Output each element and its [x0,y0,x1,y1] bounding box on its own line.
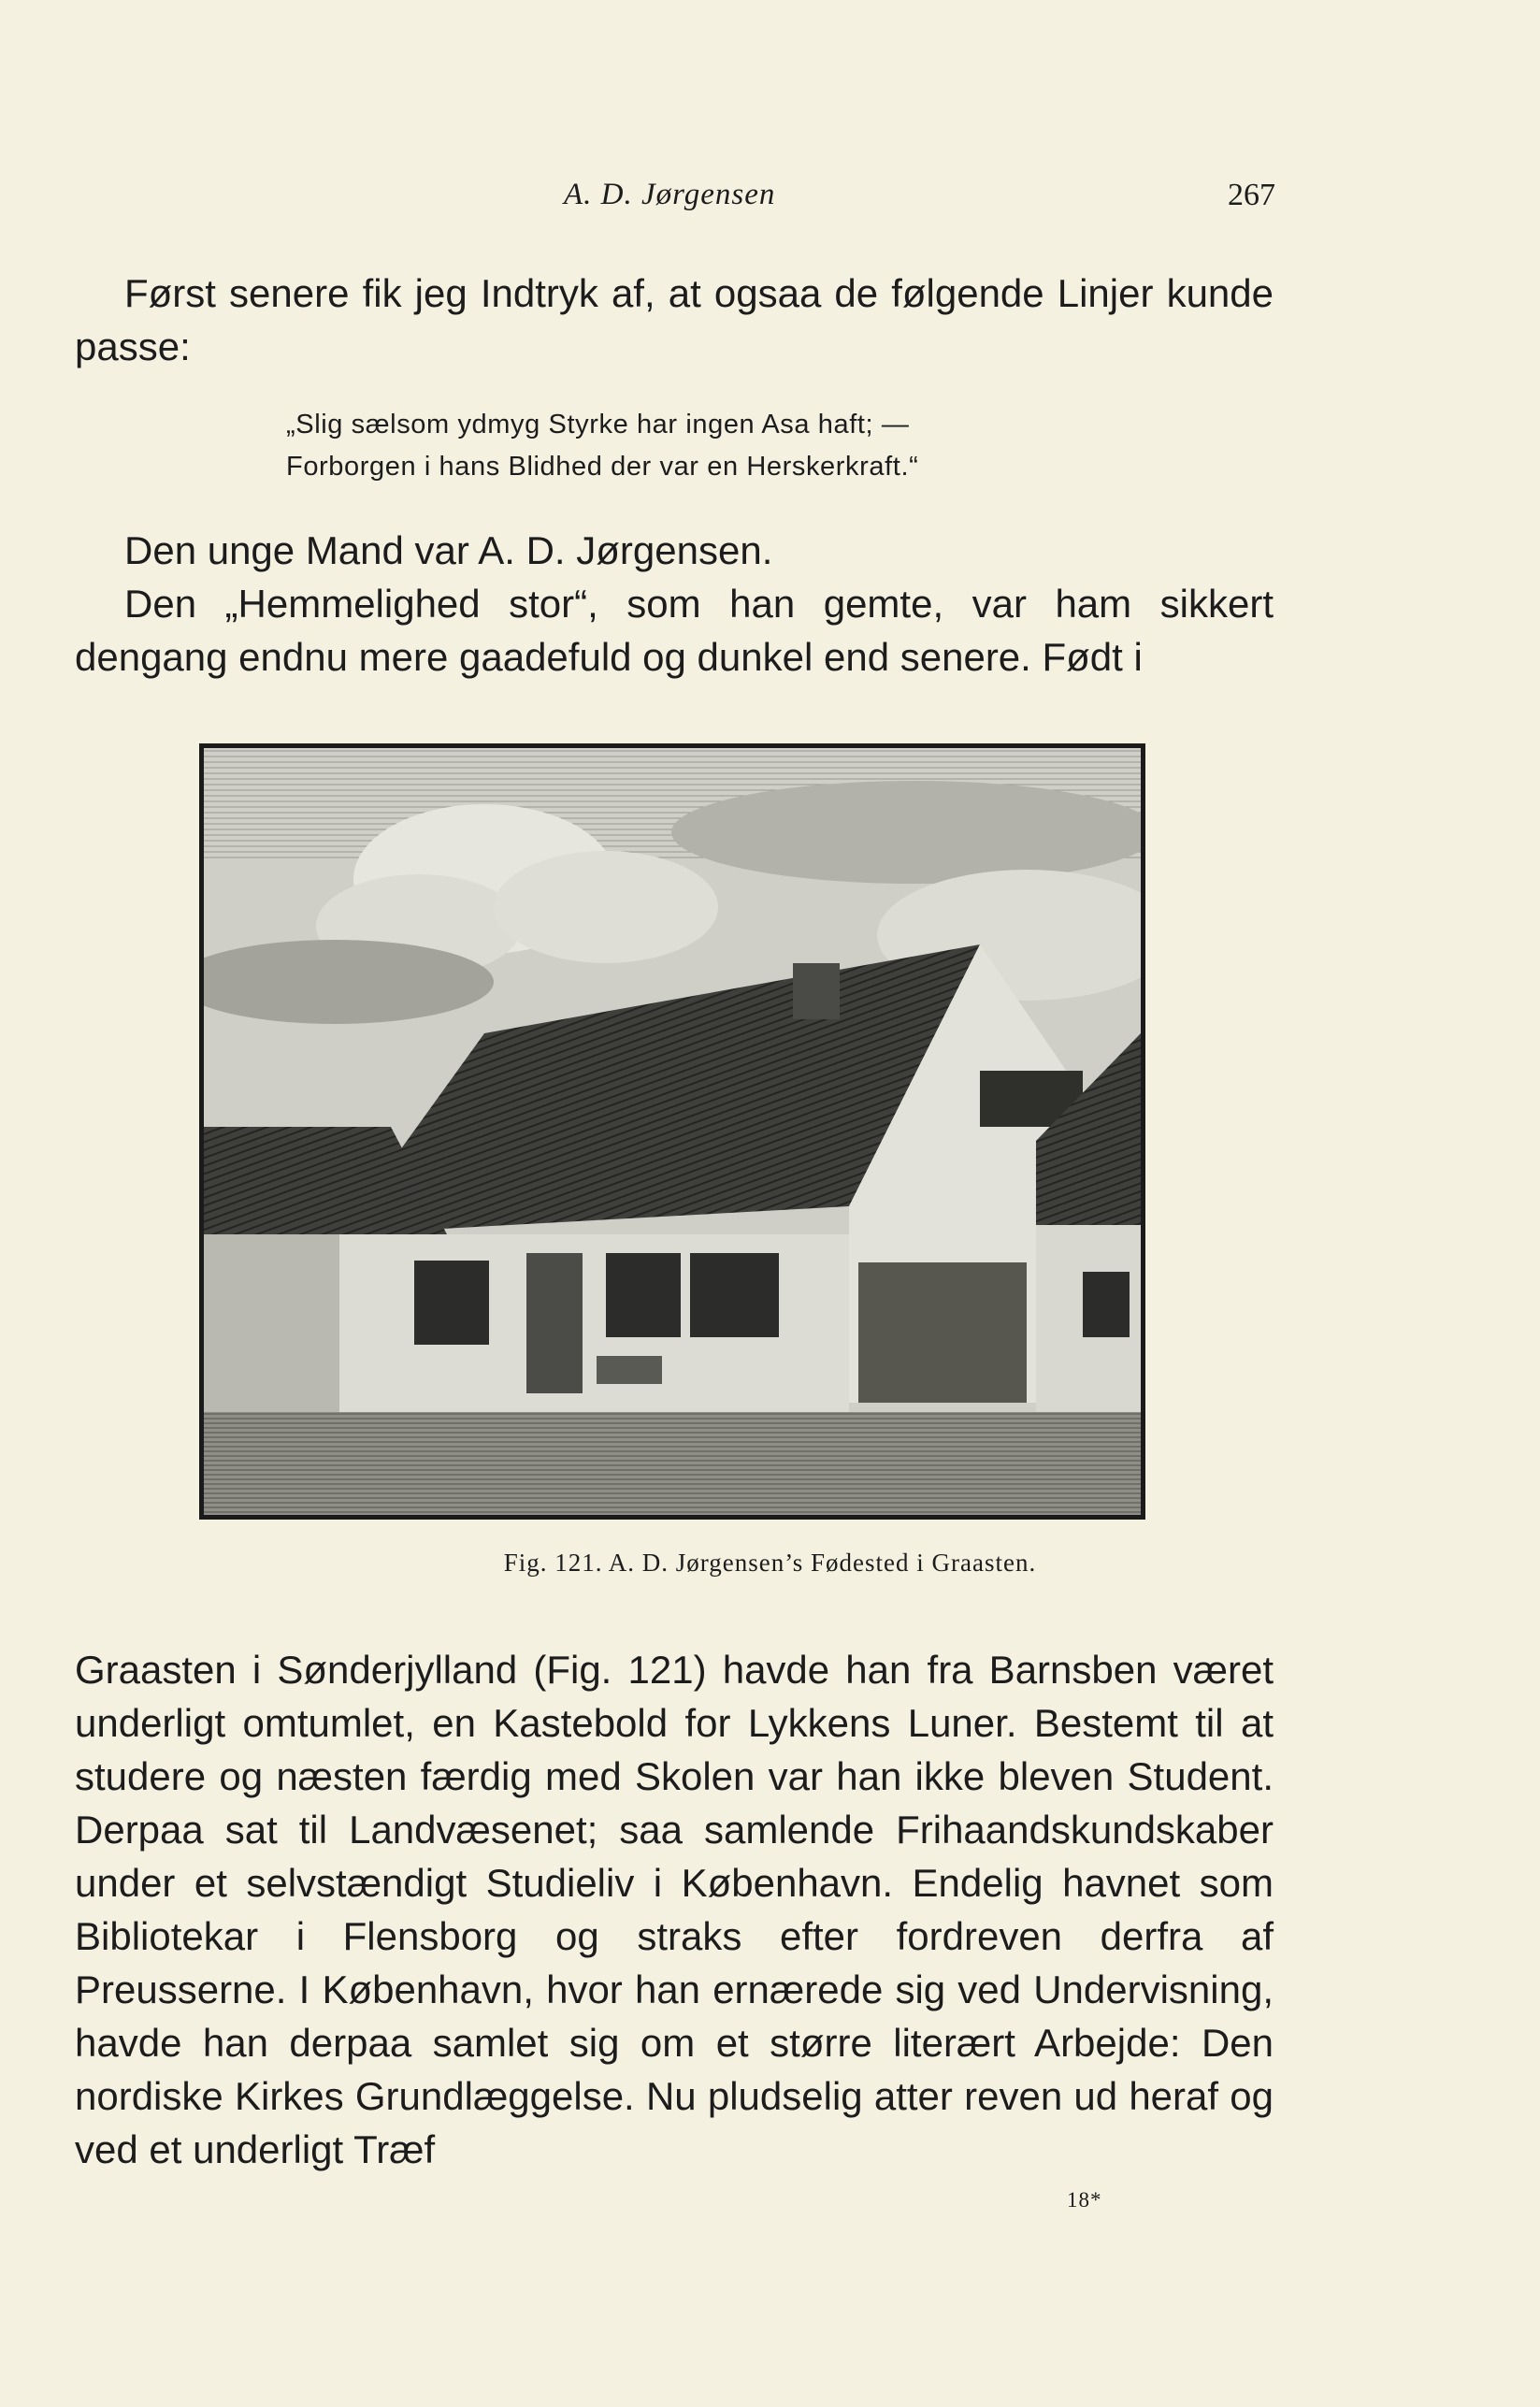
paragraph-graasten: Graasten i Sønderjylland (Fig. 121) havde han fra Barnsben været underligt omtumlet, en Kastebold for Lykkens Luner. Bestemt til at studere og næsten færdig med Skolen var han ikke bleven Student. Derpaa sat til Landvæsenet; saa samlende Frihaandskundskaber under et selvstændigt Studieliv i København. Endelig havnet som Bibliotekar i Flensborg og straks efter fordreven derfra af Preusserne. I København, hvor han ernærede sig ved Undervisning, havde han derpaa samlet sig om et større literært Arbejde: Den nordiske Kirkes Grundlæggelse. Nu pludselig atter reven ud heraf og ved et underligt Træf [75,1648,1274,2171]
page-number: 267 [1228,178,1275,212]
house-engraving-icon [204,748,1141,1515]
paragraph-intro: Først senere fik jeg Indtryk af, at ogsaa de følgende Linjer kunde passe: [75,271,1274,368]
running-head-title: A. D. Jørgensen [564,178,776,211]
running-head [0,178,1540,215]
verse-line-2: Forborgen i hans Blidhed der var en Herskerkraft.“ [286,452,919,482]
figure-birthplace-engraving [199,743,1145,1520]
paragraph-young-man: Den unge Mand var A. D. Jørgensen. [124,528,773,572]
signature-mark: 18* [1067,2188,1102,2212]
figure-caption: Fig. 121. A. D. Jørgensen’s Fødested i Graasten. [503,1549,1037,1577]
verse-quote [286,404,1128,488]
paragraph-secret: Den „Hemmelighed stor“, som han gemte, var ham sikkert dengang endnu mere gaadefuld og dunkel end senere. Født i [75,582,1274,679]
verse-line-1: „Slig sælsom ydmyg Styrke har ingen Asa haft; — [286,410,910,440]
